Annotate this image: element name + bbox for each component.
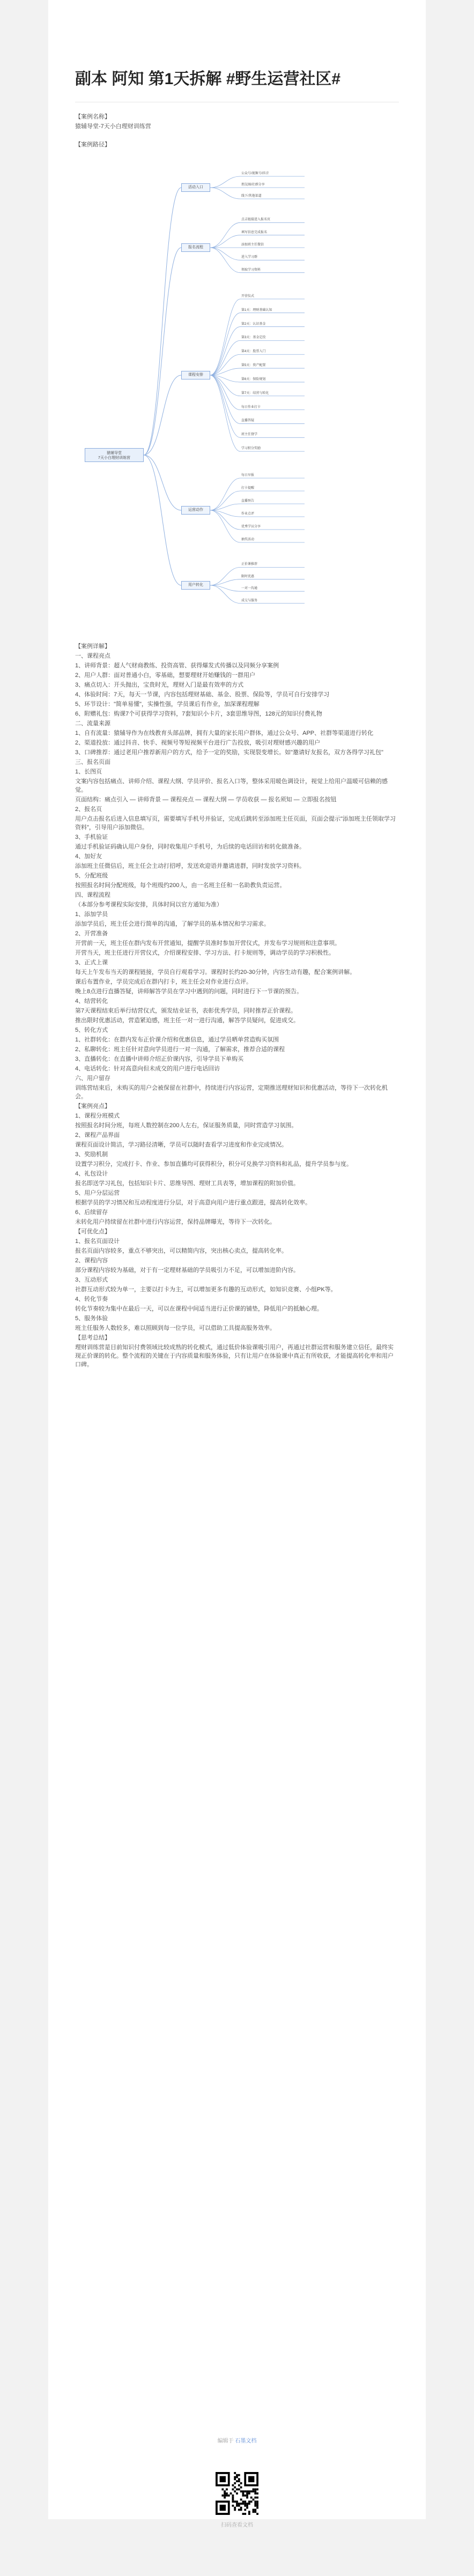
footer-note (0, 2436, 474, 2444)
section-heading: 一、课程亮点 (75, 653, 110, 659)
mindmap-root-text: 7天小白理财训练营 (98, 456, 130, 460)
mindmap-leaf-connector (210, 188, 240, 199)
section-heading: 3、正式上课 (75, 959, 108, 966)
mindmap-leaf-connector (210, 375, 240, 423)
mindmap-leaf-connector (210, 585, 240, 604)
section-line: 3、直播转化：在直播中讲师介绍正价课内容，引导学员下单购买 (75, 1056, 244, 1062)
section-line: 社群互动形式较为单一，主要以打卡为主，可以增加更多有趣的互动形式，如知识竞赛、小组PK等。 (75, 1286, 337, 1293)
mindmap-leaf-node: 直播答疑 (241, 419, 255, 423)
section-heading: 【可优化点】 (75, 1229, 110, 1235)
mindmap-leaf-node: 第7天：结营与转化 (241, 391, 269, 395)
section-line: 按照报名时间分班，每班人数控制在200人左右，保证服务质量，同时营造学习氛围。 (75, 1122, 298, 1129)
mindmap-root-text: 猿辅导堂 (107, 451, 122, 455)
section-heading: 【案例详解】 (75, 643, 110, 650)
mindmap-branch-connector (144, 455, 181, 585)
section-line: 第7天课程结束后举行结营仪式，颁发结业证书，表彰优秀学员，同时推荐正价课程。 (75, 1008, 297, 1014)
mindmap-leaf-connector (210, 510, 240, 542)
mindmap-branch-connector (144, 248, 181, 455)
section-heading: 1、报名页面设计 (75, 1238, 120, 1245)
mindmap (79, 154, 380, 626)
section-line: 用户点击报名后进入信息填写页，需要填写手机号并验证，完成后跳转至添加班主任页面，页面会提示"添加班主任领取学习资料"，引导用户添加微信。 (75, 816, 396, 831)
section-heading: 三、报名页面 (75, 759, 110, 765)
section-line: 班主任服务人数较多，难以照顾到每一位学员，可以借助工具提高服务效率。 (75, 1325, 276, 1331)
section-heading: 5、分配班级 (75, 873, 108, 879)
section-heading: 4、礼包设计 (75, 1171, 108, 1177)
section-line: 推出限时优惠活动，营造紧迫感，班主任一对一进行沟通，解答学员疑问，促进成交。 (75, 1017, 299, 1024)
mindmap-leaf-connector (210, 478, 240, 510)
section-line: 理财训练营是目前知识付费领域比较成熟的转化模式，通过低价体验课吸引用户，再通过社群运营和服务建立信任，最终实现正价课的转化。整个流程的关键在于内容质量和服务体验，只有让用户在体验课中真正有所收获，才能提高转化率和用户口碑。 (75, 1344, 394, 1368)
mindmap-leaf-node: 第2天：认识基金 (241, 322, 266, 326)
section-line: 3、口碑推荐：通过老用户推荐新用户的方式，给予一定的奖励，实现裂变增长。如"邀请好友报名，双方各得学习礼包" (75, 749, 383, 756)
section-line: 2、私聊转化：班主任针对意向学员进行一对一沟通，了解需求，推荐合适的课程 (75, 1046, 285, 1053)
section-line: 设置学习积分，完成打卡、作业、参加直播均可获得积分，积分可兑换学习资料和礼品，提升学员参与度。 (75, 1161, 352, 1167)
mindmap-leaf-node: 朋友圈/社群分享 (241, 183, 265, 187)
section-line: 晚上8点进行直播答疑，讲师解答学员在学习中遇到的问题，同时进行下一节课的预告。 (75, 988, 303, 995)
section-heading: 1、长图页 (75, 769, 102, 775)
mindmap-leaf-node: 每日早报 (241, 474, 255, 477)
section-heading: 4、结营转化 (75, 998, 108, 1004)
mindmap-leaf-node: 第1天：理财基础认知 (241, 308, 272, 312)
section-line: 未转化用户持续留在社群中进行内容运营，保持品牌曝光，等待下一次转化。 (75, 1219, 276, 1225)
mindmap-leaf-connector (210, 299, 240, 375)
section-line: 页面结构：痛点引入 — 讲师背景 — 课程亮点 — 课程大纲 — 学员收获 — 报名须知 — 立即报名按钮 (75, 796, 337, 803)
section-heading: 2、课程产品界面 (75, 1132, 120, 1138)
mindmap-leaf-node: 抽奖活动 (241, 538, 255, 541)
section-heading: 1、课程分班模式 (75, 1113, 120, 1119)
mindmap-leaf-node: 第4天：股票入门 (241, 350, 266, 354)
mindmap-leaf-node: 进入学习群 (241, 256, 258, 259)
mindmap-leaf-node: 第3天：基金定投 (241, 336, 266, 340)
mindmap-leaf-node: 线下/其他渠道 (241, 195, 262, 198)
section-line: 部分课程内容较为基础，对于有一定理财基础的学员吸引力不足，可以增加进阶内容。 (75, 1267, 299, 1274)
mindmap-leaf-node: 正价课推荐 (241, 563, 258, 567)
section-heading: 5、转化方式 (75, 1027, 108, 1033)
mindmap-leaf-node: 领取学习资料 (241, 268, 261, 272)
qr-code-icon (216, 2472, 258, 2515)
section-heading: 4、转化节奏 (75, 1296, 108, 1302)
mindmap-leaf-connector (210, 375, 240, 437)
section-line: 4、体验时间：7天，每天一节课，内容包括理财基础、基金、股票、保险等，学员可自行安排学习 (75, 691, 330, 698)
section-line: 添加班主任微信后，班主任会主动打招呼，发送欢迎语并邀请进群，同时发放学习资料。 (75, 863, 305, 869)
section-line: 报名页面内容较多，重点不够突出，可以精简内容，突出核心卖点，提高转化率。 (75, 1248, 287, 1254)
section-line: 开营当天，班主任进行开营仪式，介绍课程安排、学习方法、打卡规则等，调动学员的学习积极性。 (75, 950, 335, 956)
section-line: 课程页面设计简洁，学习路径清晰，学员可以随时查看学习进度和作业完成情况。 (75, 1142, 287, 1148)
mindmap-branch-node: 用户转化 (181, 581, 210, 590)
section-heading: 3、互动形式 (75, 1277, 108, 1283)
mindmap-leaf-node: 每日作业打卡 (241, 405, 261, 409)
section-heading: 3、奖励机制 (75, 1151, 108, 1158)
mindmap-leaf-connector (210, 248, 240, 260)
mindmap-leaf-node: 直播预告 (241, 500, 255, 503)
mindmap-leaf-node: 公众号/视频号/抖音 (241, 172, 269, 175)
section-line: 1、自有流量：猿辅导作为在线教育头部品牌，拥有大量的家长用户群体，通过公众号、APP、社群等渠道进行转化 (75, 730, 374, 736)
footer-prefix: 编辑于 (217, 2438, 234, 2444)
section-heading: 2、报名页 (75, 806, 102, 813)
mindmap-leaf-connector (210, 248, 240, 273)
mindmap-leaf-node: 作业点评 (241, 512, 255, 516)
section-line: 文案内容包括痛点、讲师介绍、课程大纲、学员评价、报名入口等，整体采用暖色调设计，视觉上给用户温暖可信赖的感觉。 (75, 778, 388, 793)
section-heading: 1、添加学员 (75, 911, 108, 918)
mindmap-leaf-node: 班主任督学 (241, 433, 258, 437)
section-line: 根据学员的学习情况和互动程度进行分层，对于高意向用户进行重点跟进，提高转化效率。 (75, 1200, 311, 1206)
footer-link[interactable]: 石墨文档 (235, 2438, 257, 2444)
section-line: 课后布置作业，学员完成后在群内打卡，班主任会对作业进行点评。 (75, 979, 252, 985)
section-line: 2、渠道投放：通过抖音、快手、视频号等短视频平台进行广告投放，吸引对理财感兴趣的用户 (75, 740, 321, 746)
section-heading: 3、手机验证 (75, 834, 108, 840)
section-line: 每天上午发布当天的课程链接，学员自行观看学习。课程时长约20-30分钟，内容生动有趣，配合案例讲解。 (75, 969, 356, 976)
mindmap-leaf-node: 开营仪式 (241, 294, 255, 298)
section-heading: 5、服务体验 (75, 1315, 108, 1322)
section-line: （本部分参考课程实际安排，具体时间以官方通知为准） (75, 902, 223, 908)
document-page (48, 0, 426, 2519)
section-line: 训练营结束后，未购买的用户会被保留在社群中，持续进行内容运营，定期推送理财知识和优惠活动，等待下一次转化机会。 (75, 1085, 388, 1100)
mindmap-leaf-node: 第5天：资产配置 (241, 364, 266, 368)
mindmap-branch-connector (144, 455, 181, 510)
mindmap-leaf-connector (210, 375, 240, 410)
mindmap-branch-node: 课程安排 (181, 371, 210, 379)
mindmap-leaf-node: 点击链接进入报名页 (241, 218, 271, 222)
section-heading: 6、后续留存 (75, 1209, 108, 1216)
mindmap-leaf-connector (210, 340, 240, 375)
mindmap-leaf-node: 填写信息完成报名 (241, 230, 268, 234)
mindmap-leaf-node: 学习积分奖励 (241, 447, 261, 451)
section-heading: 4、加好友 (75, 853, 102, 860)
section-heading: 【思考总结】 (75, 1335, 110, 1341)
mindmap-leaf-node: 添加班主任微信 (241, 243, 264, 247)
section-line: 1、讲师背景：超人气财商教练、投资高管、获得爆发式传播以及同频分享案例 (75, 662, 279, 669)
section-line: 1、社群转化：在群内发布正价课介绍和优惠信息，通过学员晒单营造购买氛围 (75, 1037, 279, 1043)
section-heading: 六、用户留存 (75, 1075, 110, 1082)
mindmap-leaf-connector (210, 222, 240, 248)
mindmap-branch-node: 活动入口 (181, 183, 210, 192)
section-heading: 【案例亮点】 (75, 1103, 110, 1110)
section-line: 开营前一天，班主任在群内发布开营通知，提醒学员准时参加开营仪式，并发布学习规则和注意事项。 (75, 940, 340, 947)
section-heading: 2、开营准备 (75, 930, 108, 937)
mindmap-leaf-connector (210, 375, 240, 451)
section-line: 5、环节设计："简单易懂"，实操性强，学员课后有作业，加深课程理解 (75, 701, 260, 708)
mindmap-branch-node: 运营动作 (181, 506, 210, 515)
mindmap-leaf-connector (210, 235, 240, 248)
mindmap-leaf-node: 第6天：保险规划 (241, 377, 266, 381)
mindmap-leaf-node: 一对一沟通 (241, 587, 258, 591)
qr-caption: 扫码查看文档 (221, 2522, 253, 2528)
section-line: 2、用户人群：面对普通小白，零基础，想要理财开始赚钱的一群用户 (75, 672, 256, 679)
page-title: 副本 阿知 第1天拆解 #野生运营社区# (75, 70, 341, 88)
document-body (75, 113, 399, 1370)
section-line: 按照报名时间分配班级，每个班级约200人，由一名班主任和一名助教负责运营。 (75, 882, 286, 889)
section-line: 4、电话转化：针对高意向但未成交的用户进行电话回访 (75, 1066, 220, 1072)
mindmap-leaf-node: 限时优惠 (241, 575, 255, 578)
mindmap-leaf-connector (210, 327, 240, 375)
section-line: 报名即送学习礼包，包括知识卡片、思维导图、理财工具表等，增加课程的附加价值。 (75, 1180, 299, 1187)
mindmap-leaf-node: 打卡提醒 (241, 487, 255, 490)
case-name-value: 猿辅导堂-7天小白理财训练营 (75, 123, 151, 130)
section-line: 3、痛点切入：开头抛出，宝贵时光，理财入门是最有效率的方式 (75, 682, 244, 688)
sections-container (75, 642, 399, 1369)
section-line: 添加学员后，班主任会进行简单的沟通，了解学员的基本情况和学习需求。 (75, 921, 270, 927)
mindmap-connectors (79, 154, 380, 626)
mindmap-leaf-connector (210, 567, 240, 585)
mindmap-leaf-connector (210, 313, 240, 375)
section-heading: 四、课程流程 (75, 892, 110, 898)
mindmap-leaf-node: 成交与服务 (241, 599, 258, 602)
mindmap-leaf-node: 优秀学员分享 (241, 525, 261, 528)
mindmap-branch-connector (144, 375, 181, 455)
mindmap-branch-node: 报名流程 (181, 243, 210, 252)
section-heading: 二、流量来源 (75, 720, 110, 727)
mindmap-leaf-connector (210, 176, 240, 188)
case-name-heading: 【案例名称】 (75, 114, 110, 120)
mindmap-root-node (85, 448, 144, 462)
section-line: 6、附赠礼包：购课7个可获得学习资料，7套知识小卡片，3套思维导图，128元的知识付费礼物 (75, 711, 322, 717)
case-path-heading: 【案例路径】 (75, 142, 110, 148)
section-line: 转化节奏较为集中在最后一天，可以在课程中间适当进行正价课的铺垫，降低用户的抵触心理。 (75, 1306, 323, 1312)
section-heading: 5、用户分层运营 (75, 1190, 120, 1196)
section-heading: 2、课程内容 (75, 1257, 108, 1264)
section-line: 通过手机验证码确认用户身份，同时收集用户手机号，为后续的电话回访和转化做准备。 (75, 844, 305, 850)
